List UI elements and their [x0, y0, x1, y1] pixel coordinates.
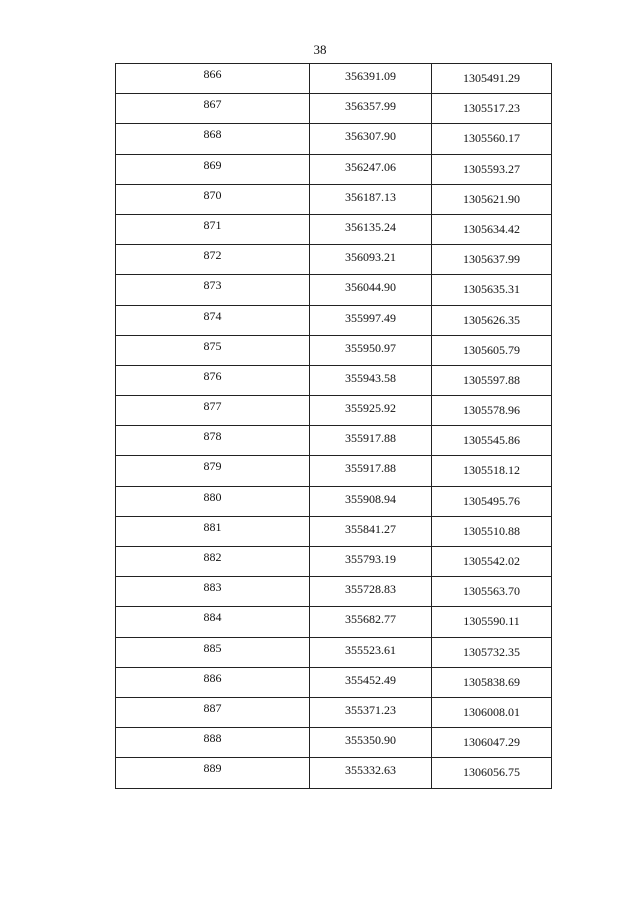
x-coordinate-cell: 355950.97	[310, 335, 432, 365]
y-coordinate-cell: 1305510.88	[432, 516, 552, 546]
x-coordinate-cell: 355841.27	[310, 516, 432, 546]
table-row	[116, 64, 552, 94]
y-coordinate-cell: 1305578.96	[432, 396, 552, 426]
table-row	[116, 245, 552, 275]
point-number-cell: 880	[116, 486, 310, 516]
point-number-cell: 885	[116, 637, 310, 667]
x-coordinate-cell: 356093.21	[310, 245, 432, 275]
y-coordinate-cell: 1305593.27	[432, 154, 552, 184]
x-coordinate-cell: 356187.13	[310, 184, 432, 214]
point-number-cell: 888	[116, 728, 310, 758]
x-coordinate-cell: 355917.88	[310, 456, 432, 486]
table-row	[116, 365, 552, 395]
y-coordinate-cell: 1305637.99	[432, 245, 552, 275]
x-coordinate-cell: 355917.88	[310, 426, 432, 456]
table-row	[116, 335, 552, 365]
table-row	[116, 697, 552, 727]
y-coordinate-cell: 1306008.01	[432, 697, 552, 727]
y-coordinate-cell: 1305732.35	[432, 637, 552, 667]
point-number-cell: 871	[116, 214, 310, 244]
y-coordinate-cell: 1305597.88	[432, 365, 552, 395]
x-coordinate-cell: 355523.61	[310, 637, 432, 667]
point-number-cell: 873	[116, 275, 310, 305]
table-row	[116, 184, 552, 214]
point-number-cell: 886	[116, 667, 310, 697]
y-coordinate-cell: 1305605.79	[432, 335, 552, 365]
table-row	[116, 486, 552, 516]
y-coordinate-cell: 1305545.86	[432, 426, 552, 456]
y-coordinate-cell: 1306056.75	[432, 758, 552, 788]
x-coordinate-cell: 355997.49	[310, 305, 432, 335]
table-row	[116, 637, 552, 667]
point-number-cell: 869	[116, 154, 310, 184]
point-number-cell: 883	[116, 577, 310, 607]
table-row	[116, 154, 552, 184]
point-number-cell: 876	[116, 365, 310, 395]
point-number-cell: 867	[116, 94, 310, 124]
table-row	[116, 426, 552, 456]
y-coordinate-cell: 1305621.90	[432, 184, 552, 214]
table-row	[116, 547, 552, 577]
table-row	[116, 607, 552, 637]
y-coordinate-cell: 1306047.29	[432, 728, 552, 758]
point-number-cell: 870	[116, 184, 310, 214]
page-number: 38	[313, 42, 327, 57]
table-row	[116, 124, 552, 154]
point-number-cell: 884	[116, 607, 310, 637]
y-coordinate-cell: 1305838.69	[432, 667, 552, 697]
table-row	[116, 94, 552, 124]
x-coordinate-cell: 356044.90	[310, 275, 432, 305]
x-coordinate-cell: 355452.49	[310, 667, 432, 697]
y-coordinate-cell: 1305563.70	[432, 577, 552, 607]
y-coordinate-cell: 1305495.76	[432, 486, 552, 516]
table-row	[116, 516, 552, 546]
point-number-cell: 868	[116, 124, 310, 154]
table-row	[116, 758, 552, 788]
x-coordinate-cell: 355332.63	[310, 758, 432, 788]
y-coordinate-cell: 1305491.29	[432, 64, 552, 94]
y-coordinate-cell: 1305634.42	[432, 214, 552, 244]
point-number-cell: 875	[116, 335, 310, 365]
point-number-cell: 879	[116, 456, 310, 486]
x-coordinate-cell: 356307.90	[310, 124, 432, 154]
y-coordinate-cell: 1305542.02	[432, 547, 552, 577]
x-coordinate-cell: 356135.24	[310, 214, 432, 244]
y-coordinate-cell: 1305560.17	[432, 124, 552, 154]
y-coordinate-cell: 1305590.11	[432, 607, 552, 637]
x-coordinate-cell: 355682.77	[310, 607, 432, 637]
y-coordinate-cell: 1305518.12	[432, 456, 552, 486]
table-row	[116, 214, 552, 244]
point-number-cell: 872	[116, 245, 310, 275]
table-row	[116, 728, 552, 758]
table-row	[116, 305, 552, 335]
table-row	[116, 275, 552, 305]
y-coordinate-cell: 1305517.23	[432, 94, 552, 124]
x-coordinate-cell: 355943.58	[310, 365, 432, 395]
y-coordinate-cell: 1305626.35	[432, 305, 552, 335]
x-coordinate-cell: 355371.23	[310, 697, 432, 727]
x-coordinate-cell: 355793.19	[310, 547, 432, 577]
point-number-cell: 866	[116, 64, 310, 94]
table-row	[116, 396, 552, 426]
x-coordinate-cell: 356391.09	[310, 64, 432, 94]
point-number-cell: 882	[116, 547, 310, 577]
table-row	[116, 456, 552, 486]
point-number-cell: 874	[116, 305, 310, 335]
x-coordinate-cell: 355728.83	[310, 577, 432, 607]
point-number-cell: 881	[116, 516, 310, 546]
point-number-cell: 889	[116, 758, 310, 788]
x-coordinate-cell: 355925.92	[310, 396, 432, 426]
coordinates-table	[115, 63, 552, 789]
x-coordinate-cell: 356357.99	[310, 94, 432, 124]
x-coordinate-cell: 356247.06	[310, 154, 432, 184]
point-number-cell: 877	[116, 396, 310, 426]
coordinates-table-body	[116, 64, 552, 789]
table-row	[116, 667, 552, 697]
table-row	[116, 577, 552, 607]
x-coordinate-cell: 355350.90	[310, 728, 432, 758]
point-number-cell: 878	[116, 426, 310, 456]
x-coordinate-cell: 355908.94	[310, 486, 432, 516]
y-coordinate-cell: 1305635.31	[432, 275, 552, 305]
point-number-cell: 887	[116, 697, 310, 727]
